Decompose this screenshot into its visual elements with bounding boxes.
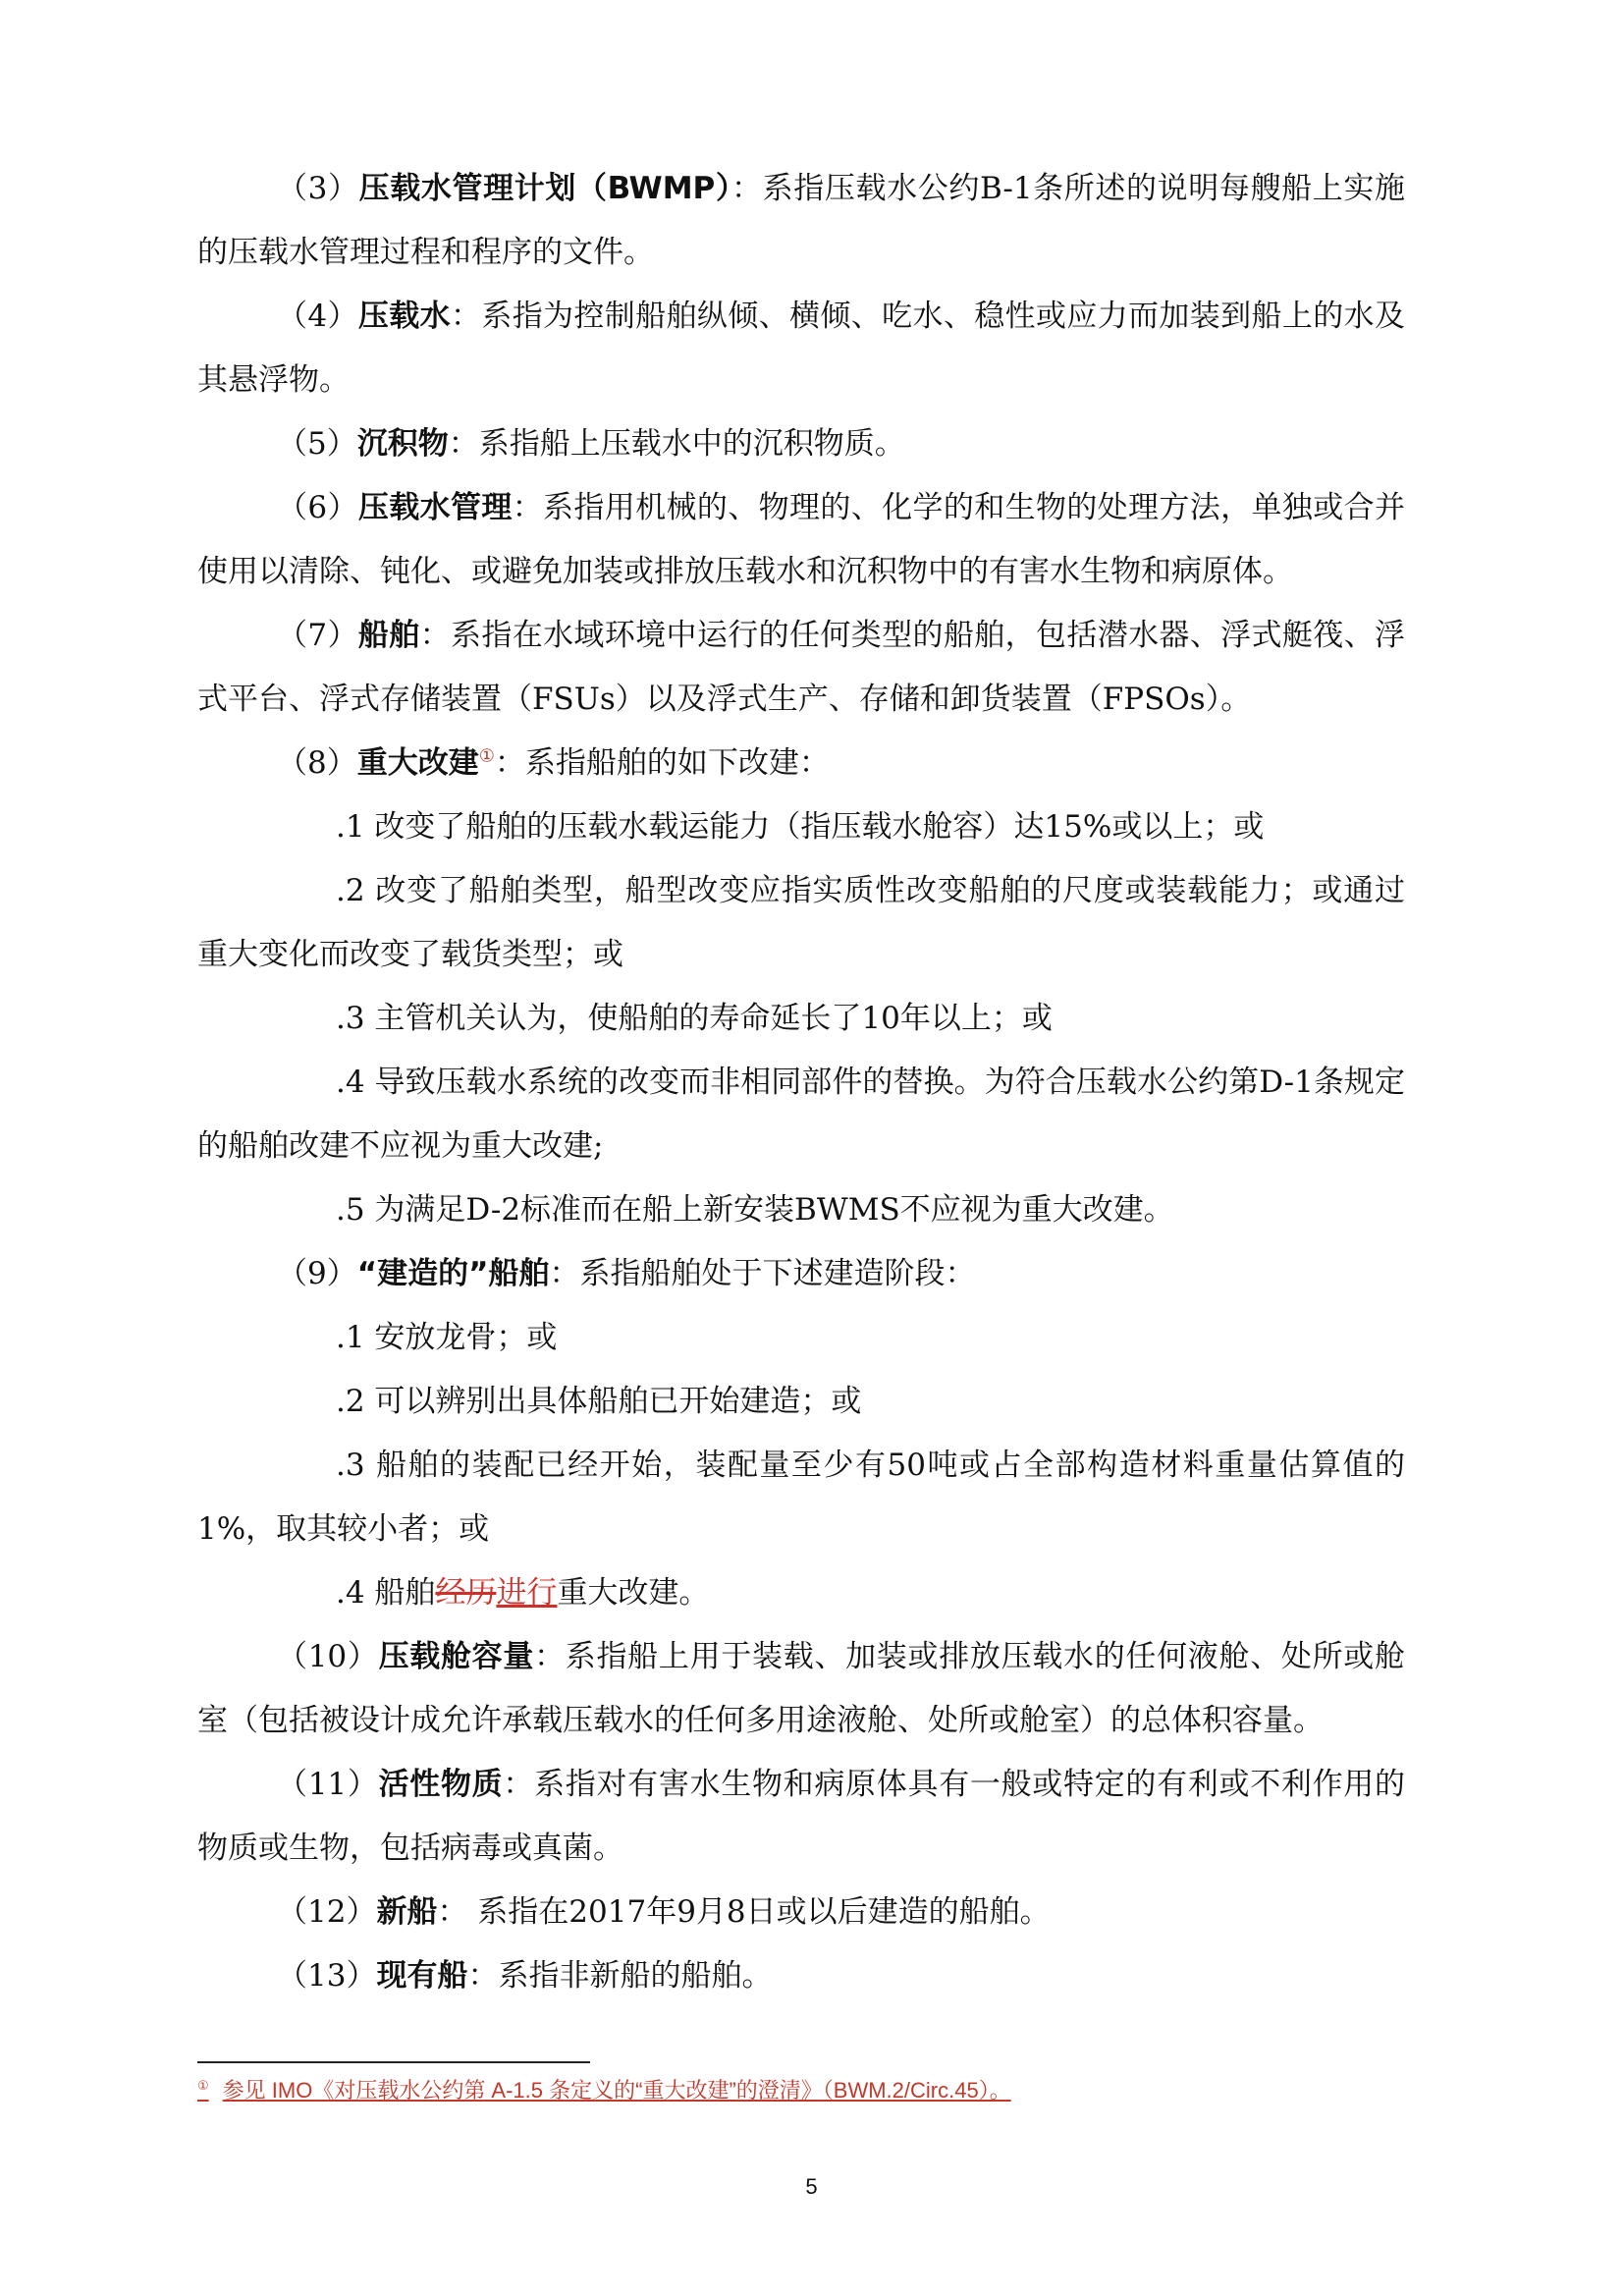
definition-term: 压载水管理: [357, 490, 513, 525]
definition-term: 活性物质: [378, 1767, 504, 1802]
definition-6: [197, 476, 1405, 604]
definition-10: [197, 1625, 1405, 1753]
list-item: .3 船舶的装配已经开始，装配量至少有50吨或占全部构造材料重量估算值的1%，取其较小者；或: [197, 1448, 1405, 1547]
definition-number: （6）: [277, 490, 358, 525]
deleted-text: 经历: [435, 1575, 497, 1611]
definition-number: （3）: [277, 171, 359, 206]
list-item: .5 为满足D-2标准而在船上新安装BWMS不应视为重大改建。: [336, 1192, 1174, 1228]
definition-term: 沉积物: [356, 426, 449, 462]
definition-number: （9）: [277, 1256, 357, 1291]
definition-term: 压载水管理计划（BWMP）: [358, 171, 732, 206]
list-item: .2 改变了船舶类型，船型改变应指实质性改变船舶的尺度或装载能力；或通过重大变化而改变了载货类型；或: [197, 873, 1405, 972]
footnote: [197, 2074, 1011, 2105]
footnote-reference[interactable]: ①: [478, 745, 495, 767]
definition-7: [197, 604, 1405, 732]
definition-8: [197, 732, 1405, 795]
definition-text: ： 系指在2017年9月8日或以后建造的船舶。: [437, 1894, 1051, 1930]
definition-13: [197, 1944, 1405, 2008]
definition-number: （7）: [277, 618, 358, 653]
definition-number: （13）: [277, 1958, 377, 1994]
definition-term: “建造的”船舶: [356, 1256, 550, 1291]
definition-9: [197, 1242, 1405, 1306]
definition-number: （5）: [277, 426, 357, 462]
definition-text: ：系指船舶处于下述建造阶段：: [549, 1256, 976, 1291]
list-item: .1 安放龙骨；或: [336, 1320, 558, 1355]
definition-number: （12）: [277, 1894, 377, 1930]
definition-term: 船舶: [357, 618, 420, 653]
definition-4: [197, 285, 1405, 412]
definition-number: （11）: [277, 1767, 379, 1802]
list-item: .1 改变了船舶的压载水载运能力（指压载水舱容）达15%或以上；或: [336, 809, 1265, 845]
definition-term: 新船: [376, 1894, 438, 1930]
list-item: .2 可以辨别出具体船舶已开始建造；或: [336, 1384, 862, 1419]
footnote-separator: [197, 2061, 590, 2063]
definition-term: 压载水: [357, 299, 451, 334]
definition-number: （10）: [277, 1639, 379, 1674]
definition-number: （8）: [277, 745, 357, 781]
item-suffix: 重大改建。: [557, 1575, 710, 1611]
definition-text: ：系指用机械的、物理的、化学的和生物的处理方法，单独或合并使用以清除、钝化、或避免加装或排放压载水和沉积物中的有害水生物和病原体。: [197, 490, 1406, 589]
definition-text: ：系指在水域环境中运行的任何类型的船舶，包括潜水器、浮式艇筏、浮式平台、浮式存储装置（FSUs）以及浮式生产、存储和卸货装置（FPSOs）。: [197, 618, 1406, 717]
list-item: .4 导致压载水系统的改变而非相同部件的替换。为符合压载水公约第D-1条规定的船舶改建不应视为重大改建;: [197, 1065, 1405, 1164]
inserted-text: 进行: [496, 1575, 558, 1611]
definition-3: [197, 157, 1405, 285]
definition-term: 压载舱容量: [378, 1639, 535, 1674]
definition-11: [197, 1753, 1405, 1881]
item-prefix: .4 船舶: [336, 1575, 436, 1611]
footnote-mark: ①: [197, 2077, 209, 2093]
definition-term: 现有船: [376, 1958, 468, 1994]
list-item-tracked-change: [197, 1561, 1405, 1625]
list-item: .3 主管机关认为，使船舶的寿命延长了10年以上；或: [336, 1001, 1053, 1036]
definition-text: ：系指船上用于装载、加装或排放压载水的任何液舱、处所或舱室（包括被设计成允许承载压载水的任何多用途液舱、处所或舱室）的总体积容量。: [197, 1639, 1406, 1738]
document-body: [197, 157, 1405, 2008]
definition-text: ：系指为控制船舶纵倾、横倾、吃水、稳性或应力而加装到船上的水及其悬浮物。: [197, 299, 1406, 398]
definition-number: （4）: [277, 299, 358, 334]
page-number: 5: [805, 2174, 818, 2199]
definition-text: ：系指船舶的如下改建：: [494, 745, 830, 781]
definition-text: ：系指非新船的船舶。: [467, 1958, 773, 1994]
definition-term: 重大改建: [356, 745, 479, 781]
definition-12: [197, 1881, 1405, 1944]
definition-text: ：系指压载水公约B-1条所述的说明每艘船上实施的压载水管理过程和程序的文件。: [197, 171, 1405, 270]
definition-5: [197, 412, 1405, 476]
definition-text: ：系指船上压载水中的沉积物质。: [448, 426, 905, 462]
footnote-text: 参见 IMO《对压载水公约第 A-1.5 条定义的“重大改建”的澄清》（BWM.2/Circ.45）。: [222, 2078, 1011, 2103]
definition-text: ：系指对有害水生物和病原体具有一般或特定的有利或不利作用的物质或生物，包括病毒或真菌。: [197, 1767, 1406, 1866]
